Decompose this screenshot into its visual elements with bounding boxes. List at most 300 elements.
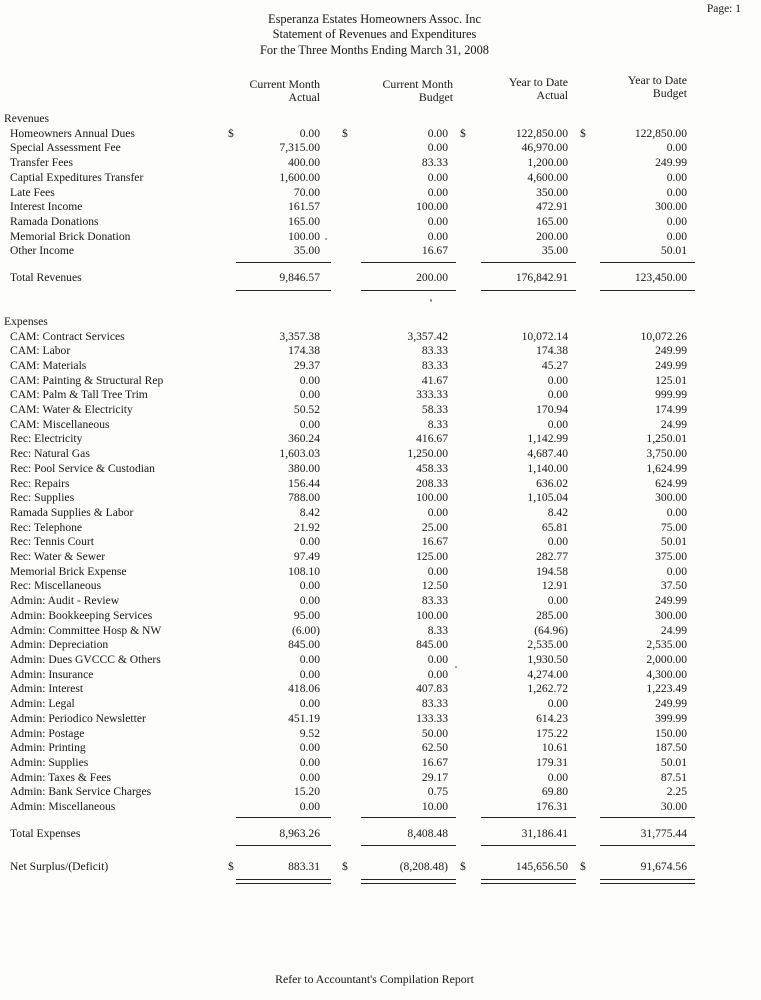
dollar-sign [222, 418, 236, 433]
dollar-sign [448, 712, 468, 727]
cell-value: 0.00 [666, 185, 687, 199]
dollar-sign: $ [460, 126, 466, 140]
page-number: Page: 1 [706, 3, 741, 15]
cell-value: 75.00 [660, 520, 687, 534]
column-headers [0, 72, 761, 105]
cell-value: 300.00 [655, 608, 687, 622]
dollar-sign [320, 712, 350, 727]
dollar-sign [320, 697, 350, 712]
cell-value: 0.00 [299, 697, 320, 711]
dollar-sign [320, 741, 350, 756]
cell-value: 87.51 [660, 770, 687, 784]
row-label: Admin: Postage [10, 726, 85, 740]
cell-value: 100.00 [288, 229, 320, 243]
cell-value: 1,624.99 [646, 461, 687, 475]
dollar-sign [568, 624, 588, 639]
section-row-revenues [0, 112, 761, 127]
cell-value: 25.00 [421, 520, 448, 534]
cell-value: 83.33 [421, 344, 448, 358]
cell-value: 50.01 [660, 244, 687, 258]
row-label: Rec: Miscellaneous [10, 579, 102, 593]
cell-value: 8.42 [547, 505, 568, 519]
dollar-sign [222, 594, 236, 609]
dollar-sign [320, 609, 350, 624]
dollar-sign [320, 535, 350, 550]
table-row [0, 418, 761, 433]
row-label: Admin: Bank Service Charges [10, 785, 152, 799]
table-row [0, 388, 761, 403]
cell-value: 0.00 [547, 697, 568, 711]
cell-value: 0.00 [299, 126, 320, 140]
cell-value: 83.33 [421, 156, 448, 170]
cell-value: 175.22 [536, 726, 568, 740]
cell-value: 300.00 [655, 200, 687, 214]
cell-value: 249.99 [655, 156, 687, 170]
dollar-sign [320, 521, 350, 536]
cell-value: 9.52 [299, 726, 320, 740]
cell-value: 451.19 [288, 711, 320, 725]
dollar-sign [222, 771, 236, 786]
dollar-sign [568, 697, 588, 712]
table-row [0, 491, 761, 506]
cell-value: 1,250.01 [646, 432, 687, 446]
dollar-sign [222, 712, 236, 727]
dollar-sign [222, 653, 236, 668]
cell-value: 8,408.48 [407, 826, 448, 840]
table-row [0, 668, 761, 683]
cell-value: 8.42 [299, 505, 320, 519]
dollar-sign [448, 186, 468, 201]
cell-value: 1,600.00 [279, 170, 320, 184]
dollar-sign [448, 171, 468, 186]
table-row [0, 156, 761, 171]
table-row [0, 771, 761, 786]
dollar-sign [320, 565, 350, 580]
dollar-sign [568, 756, 588, 771]
total-rule [0, 817, 761, 820]
dollar-sign [568, 668, 588, 683]
cell-value: 10,072.14 [521, 329, 568, 343]
table-row [0, 550, 761, 565]
cell-value: 788.00 [288, 491, 320, 505]
cell-value: 0.00 [299, 800, 320, 814]
dollar-sign [222, 565, 236, 580]
dollar-sign [568, 200, 588, 215]
cell-value: 0.75 [427, 785, 448, 799]
dollar-sign [222, 156, 236, 171]
dollar-sign [568, 712, 588, 727]
dollar-sign [320, 388, 350, 403]
dollar-sign [222, 491, 236, 506]
cell-value: 300.00 [655, 491, 687, 505]
table-row [0, 594, 761, 609]
dollar-sign [222, 800, 236, 815]
cell-value: 161.57 [288, 200, 320, 214]
dollar-sign [320, 653, 350, 668]
cell-value: 3,750.00 [646, 447, 687, 461]
cell-value: 208.33 [416, 476, 448, 490]
cell-value: 0.00 [299, 579, 320, 593]
row-label: Admin: Supplies [10, 755, 89, 769]
dollar-sign [320, 550, 350, 565]
cell-value: 636.02 [536, 476, 568, 490]
cell-value: 0.00 [299, 535, 320, 549]
dollar-sign [448, 771, 468, 786]
table-row [0, 800, 761, 815]
cell-value: 176,842.91 [515, 271, 568, 285]
dollar-sign [568, 330, 588, 345]
dollar-sign [448, 653, 468, 668]
dollar-sign [222, 141, 236, 156]
table-row [0, 609, 761, 624]
dollar-sign [320, 491, 350, 506]
cell-value: 100.00 [416, 608, 448, 622]
dollar-sign [320, 230, 350, 245]
cell-value: 0.00 [299, 388, 320, 402]
cell-value: 15.20 [293, 785, 320, 799]
table-row [0, 477, 761, 492]
cell-value: 0.00 [299, 755, 320, 769]
row-label: Other Income [10, 244, 75, 258]
table-row [0, 215, 761, 230]
cell-value: 174.38 [536, 344, 568, 358]
dollar-sign [320, 579, 350, 594]
scan-artifact [325, 238, 327, 240]
dollar-sign [448, 374, 468, 389]
table-row [0, 785, 761, 800]
dollar-sign [568, 477, 588, 492]
cell-value: 200.00 [416, 271, 448, 285]
dollar-sign [448, 215, 468, 230]
row-label: Net Surplus/(Deficit) [10, 860, 109, 874]
cell-value: 8,963.26 [279, 826, 320, 840]
dollar-sign [222, 550, 236, 565]
cell-value: 458.33 [416, 461, 448, 475]
cell-value: 0.00 [547, 594, 568, 608]
cell-value: 30.00 [660, 800, 687, 814]
cell-value: 108.10 [288, 564, 320, 578]
cell-value: 1,250.00 [407, 447, 448, 461]
cell-value: 0.00 [427, 652, 448, 666]
row-label: Rec: Pool Service & Custodian [10, 461, 155, 475]
dollar-sign [222, 521, 236, 536]
cell-value: 0.00 [427, 564, 448, 578]
dollar-sign [568, 638, 588, 653]
dollar-sign [320, 403, 350, 418]
cell-value: 8.33 [427, 417, 448, 431]
cell-value: 156.44 [288, 476, 320, 490]
table-row [0, 756, 761, 771]
dollar-sign [568, 594, 588, 609]
cell-value: 999.99 [655, 388, 687, 402]
row-label: Rec: Tennis Court [10, 535, 94, 549]
cell-value: 31,186.41 [521, 826, 568, 840]
row-label: CAM: Labor [10, 344, 71, 358]
report-header [0, 12, 755, 58]
cell-value: 0.00 [299, 770, 320, 784]
dollar-sign [222, 388, 236, 403]
dollar-sign [320, 156, 350, 171]
row-label: Rec: Telephone [10, 520, 83, 534]
cell-value: 70.00 [293, 185, 320, 199]
cell-value: 285.00 [536, 608, 568, 622]
cell-value: 58.33 [421, 403, 448, 417]
cell-value: 0.00 [666, 564, 687, 578]
cell-value: 360.24 [288, 432, 320, 446]
cell-value: 0.00 [299, 373, 320, 387]
cell-value: 2.25 [666, 785, 687, 799]
cell-value: 69.80 [541, 785, 568, 799]
table-row [0, 330, 761, 345]
dollar-sign [448, 200, 468, 215]
cell-value: 95.00 [293, 608, 320, 622]
cell-value: 400.00 [288, 156, 320, 170]
cell-value: 4,600.00 [527, 170, 568, 184]
row-label: Admin: Dues GVCCC & Others [10, 652, 161, 666]
row-label: Admin: Audit - Review [10, 594, 120, 608]
dollar-sign [448, 432, 468, 447]
dollar-sign [568, 244, 588, 259]
dollar-sign [320, 624, 350, 639]
table-row [0, 506, 761, 521]
dollar-sign [448, 550, 468, 565]
dollar-sign [568, 344, 588, 359]
cell-value: 1,200.00 [527, 156, 568, 170]
cell-value: 176.31 [536, 800, 568, 814]
dollar-sign: $ [228, 126, 234, 140]
dollar-sign [222, 624, 236, 639]
dollar-sign [320, 785, 350, 800]
dollar-sign [448, 800, 468, 815]
dollar-sign [568, 550, 588, 565]
double-total-rule [0, 879, 761, 885]
cell-value: 31,775.44 [640, 826, 687, 840]
dollar-sign [568, 800, 588, 815]
dollar-sign [568, 785, 588, 800]
dollar-sign [448, 462, 468, 477]
dollar-sign [320, 771, 350, 786]
dollar-sign [448, 727, 468, 742]
cell-value: 0.00 [299, 417, 320, 431]
cell-value: 12.91 [541, 579, 568, 593]
dollar-sign [320, 477, 350, 492]
cell-value: 200.00 [536, 229, 568, 243]
dollar-sign [222, 579, 236, 594]
dollar-sign [568, 156, 588, 171]
dollar-sign [222, 432, 236, 447]
cell-value: 375.00 [655, 550, 687, 564]
cell-value: 472.91 [536, 200, 568, 214]
row-label: CAM: Palm & Tall Tree Trim [10, 388, 148, 402]
dollar-sign [568, 462, 588, 477]
row-label: Late Fees [10, 185, 55, 199]
dollar-sign [222, 668, 236, 683]
cell-value: 165.00 [536, 215, 568, 228]
dollar-sign [222, 230, 236, 245]
footer-note: Refer to Accountant's Compilation Report [275, 972, 474, 986]
cell-value: (64.96) [534, 623, 568, 637]
cell-value: 0.00 [427, 170, 448, 184]
dollar-sign [568, 653, 588, 668]
dollar-sign [320, 756, 350, 771]
dollar-sign [222, 330, 236, 345]
cell-value: 50.00 [421, 726, 448, 740]
dollar-sign [320, 359, 350, 374]
cell-value: 1,930.50 [527, 652, 568, 666]
cell-value: 282.77 [536, 550, 568, 564]
row-label: Admin: Periodico Newsletter [10, 711, 146, 725]
cell-value: 3,357.38 [279, 329, 320, 343]
dollar-sign: $ [228, 860, 234, 874]
dollar-sign [320, 594, 350, 609]
table-row [0, 727, 761, 742]
cell-value: (6.00) [291, 623, 320, 637]
cell-value: 100.00 [416, 200, 448, 214]
cell-value: 0.00 [666, 141, 687, 155]
table-row [0, 432, 761, 447]
dollar-sign [222, 741, 236, 756]
cell-value: 1,603.03 [279, 447, 320, 461]
cell-value: 0.00 [427, 229, 448, 243]
dollar-sign [568, 741, 588, 756]
cell-value: 10,072.26 [640, 329, 687, 343]
dollar-sign [568, 215, 588, 230]
row-label: CAM: Contract Services [10, 329, 125, 343]
cell-value: 3,357.42 [407, 329, 448, 343]
cell-value: 100.00 [416, 491, 448, 505]
cell-value: 10.61 [541, 741, 568, 755]
cell-value: 16.67 [421, 244, 448, 258]
cell-value: 0.00 [547, 417, 568, 431]
cell-value: 0.00 [547, 535, 568, 549]
cell-value: 4,300.00 [646, 667, 687, 681]
column-header-ytd-actual: Year to Date Actual [508, 74, 568, 103]
dollar-sign [448, 244, 468, 259]
scan-artifact [430, 299, 432, 302]
dollar-sign [222, 215, 236, 230]
revenues-table [0, 127, 761, 259]
dollar-sign [222, 462, 236, 477]
row-label: Rec: Supplies [10, 491, 75, 505]
cell-value: 125.01 [655, 373, 687, 387]
dollar-sign [448, 638, 468, 653]
cell-value: 614.23 [536, 711, 568, 725]
dollar-sign [222, 344, 236, 359]
dollar-sign: $ [580, 860, 586, 874]
cell-value: 45.27 [541, 358, 568, 372]
dollar-sign [568, 418, 588, 433]
total-revenues-row [0, 271, 761, 286]
dollar-sign [222, 244, 236, 259]
dollar-sign [568, 432, 588, 447]
cell-value: 249.99 [655, 594, 687, 608]
dollar-sign [320, 215, 350, 230]
cell-value: 179.31 [536, 755, 568, 769]
dollar-sign [568, 682, 588, 697]
dollar-sign [222, 609, 236, 624]
dollar-sign [320, 462, 350, 477]
dollar-sign [222, 785, 236, 800]
row-label: CAM: Miscellaneous [10, 417, 110, 431]
dollar-sign [320, 200, 350, 215]
dollar-sign [448, 624, 468, 639]
row-label: Total Revenues [10, 271, 82, 285]
cell-value: 624.99 [655, 476, 687, 490]
row-label: Rec: Electricity [10, 432, 83, 446]
dollar-sign [222, 638, 236, 653]
cell-value: 416.67 [416, 432, 448, 446]
dollar-sign [448, 594, 468, 609]
table-row [0, 141, 761, 156]
dollar-sign: $ [342, 860, 348, 874]
cell-value: 35.00 [293, 244, 320, 258]
cell-value: 50.01 [660, 755, 687, 769]
row-label: Admin: Bookkeeping Services [10, 608, 153, 622]
cell-value: 122,850.00 [634, 126, 687, 140]
cell-value: 1,142.99 [527, 432, 568, 446]
table-row [0, 624, 761, 639]
dollar-sign [448, 344, 468, 359]
dollar-sign [568, 141, 588, 156]
cell-value: 0.00 [427, 185, 448, 199]
dollar-sign [320, 186, 350, 201]
dollar-sign [448, 668, 468, 683]
cell-value: 249.99 [655, 697, 687, 711]
dollar-sign [448, 359, 468, 374]
dollar-sign: $ [342, 126, 348, 140]
dollar-sign [448, 330, 468, 345]
column-header-current-month-actual: Current Month Actual [249, 76, 320, 105]
dollar-sign [448, 418, 468, 433]
scan-artifact [455, 666, 457, 668]
dollar-sign [222, 727, 236, 742]
table-row [0, 344, 761, 359]
cell-value: 21.92 [293, 520, 320, 534]
dollar-sign [222, 171, 236, 186]
dollar-sign [222, 447, 236, 462]
dollar-sign [320, 638, 350, 653]
dollar-sign [222, 682, 236, 697]
dollar-sign [568, 447, 588, 462]
row-label: Admin: Interest [10, 682, 84, 696]
dollar-sign [320, 344, 350, 359]
cell-value: 883.31 [288, 860, 320, 874]
dollar-sign [568, 565, 588, 580]
dollar-sign [568, 230, 588, 245]
cell-value: 12.50 [421, 579, 448, 593]
cell-value: 194.58 [536, 564, 568, 578]
row-label: Captial Expeditures Transfer [10, 170, 144, 184]
row-label: Admin: Printing [10, 741, 86, 755]
cell-value: 97.49 [293, 550, 320, 564]
dollar-sign [568, 609, 588, 624]
org-name: Esperanza Estates Homeowners Assoc. Inc [268, 12, 481, 26]
dollar-sign [568, 374, 588, 389]
row-label: CAM: Materials [10, 358, 87, 372]
row-label: Admin: Taxes & Fees [10, 770, 112, 784]
cell-value: 133.33 [416, 711, 448, 725]
dollar-sign [320, 330, 350, 345]
cell-value: 187.50 [655, 741, 687, 755]
cell-value: 249.99 [655, 358, 687, 372]
cell-value: 24.99 [660, 623, 687, 637]
cell-value: 50.01 [660, 535, 687, 549]
dollar-sign [448, 756, 468, 771]
row-label: Admin: Legal [10, 697, 75, 711]
cell-value: 16.67 [421, 535, 448, 549]
cell-value: 41.67 [421, 373, 448, 387]
dollar-sign [222, 359, 236, 374]
